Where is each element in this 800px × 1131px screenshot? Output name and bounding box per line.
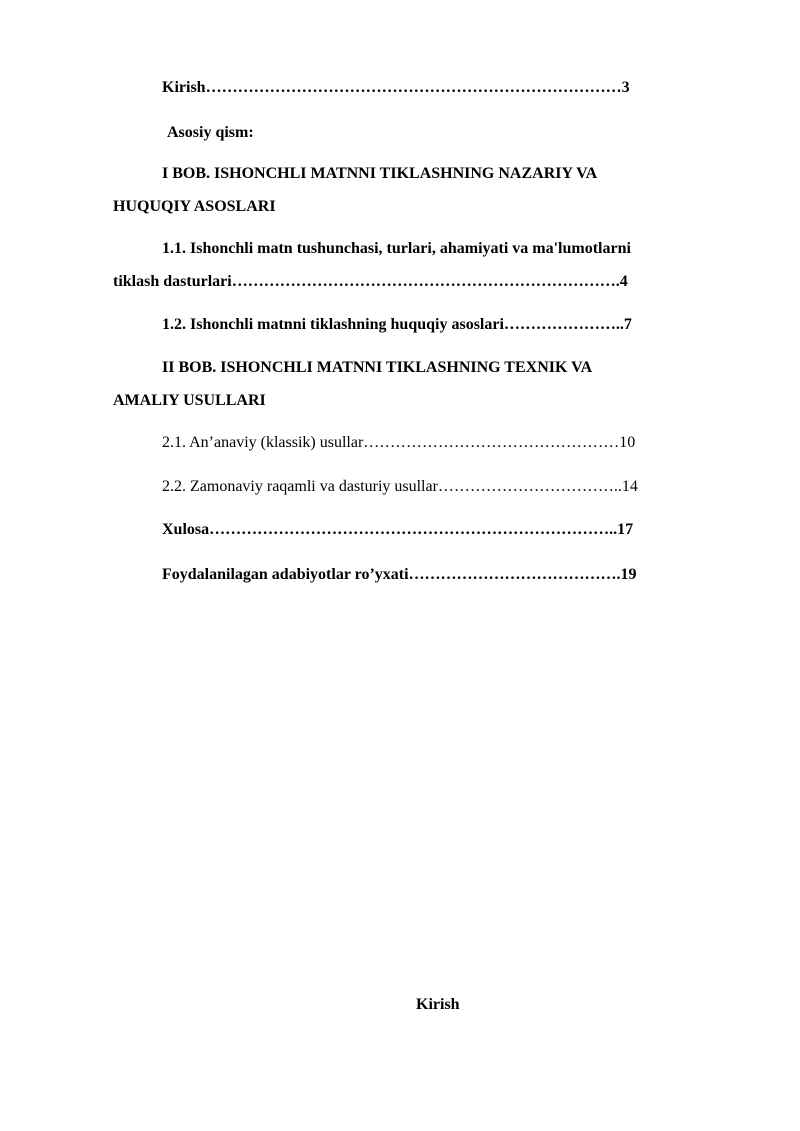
toc-chapter-2-line-2: AMALIY USULLARI [113, 392, 266, 409]
toc-entry-xulosa: Xulosa…………………………………………………………………..17 [162, 521, 634, 538]
toc-section-1-2: 1.2. Ishonchli matnni tiklashning huquqiy asoslari…………………..7 [162, 316, 632, 333]
toc-chapter-1-line-1: I BOB. ISHONCHLI MATNNI TIKLASHNING NAZARIY VA [162, 165, 598, 182]
section-heading-kirish: Kirish [416, 996, 460, 1013]
toc-section-1-1-line-2: tiklash dasturlari……………………………………………………………….4 [113, 273, 628, 290]
toc-section-2-2: 2.2. Zamonaviy raqamli va dasturiy usullar……………………………..14 [162, 478, 638, 495]
toc-entry-kirish: Kirish……………………………………………………………………3 [162, 79, 630, 96]
toc-section-2-1: 2.1. An’anaviy (klassik) usullar…………………………………………10 [162, 434, 636, 451]
toc-chapter-1-line-2: HUQUQIY ASOSLARI [113, 198, 276, 215]
toc-entry-references: Foydalanilagan adabiyotlar ro’yxati………………………………….19 [162, 566, 637, 583]
toc-section-1-1-line-1: 1.1. Ishonchli matn tushunchasi, turlari, ahamiyati va ma'lumotlarni [162, 240, 631, 257]
toc-heading-asosiy-qism: Asosiy qism: [167, 124, 254, 141]
toc-chapter-2-line-1: II BOB. ISHONCHLI MATNNI TIKLASHNING TEXNIK VA [162, 359, 593, 376]
